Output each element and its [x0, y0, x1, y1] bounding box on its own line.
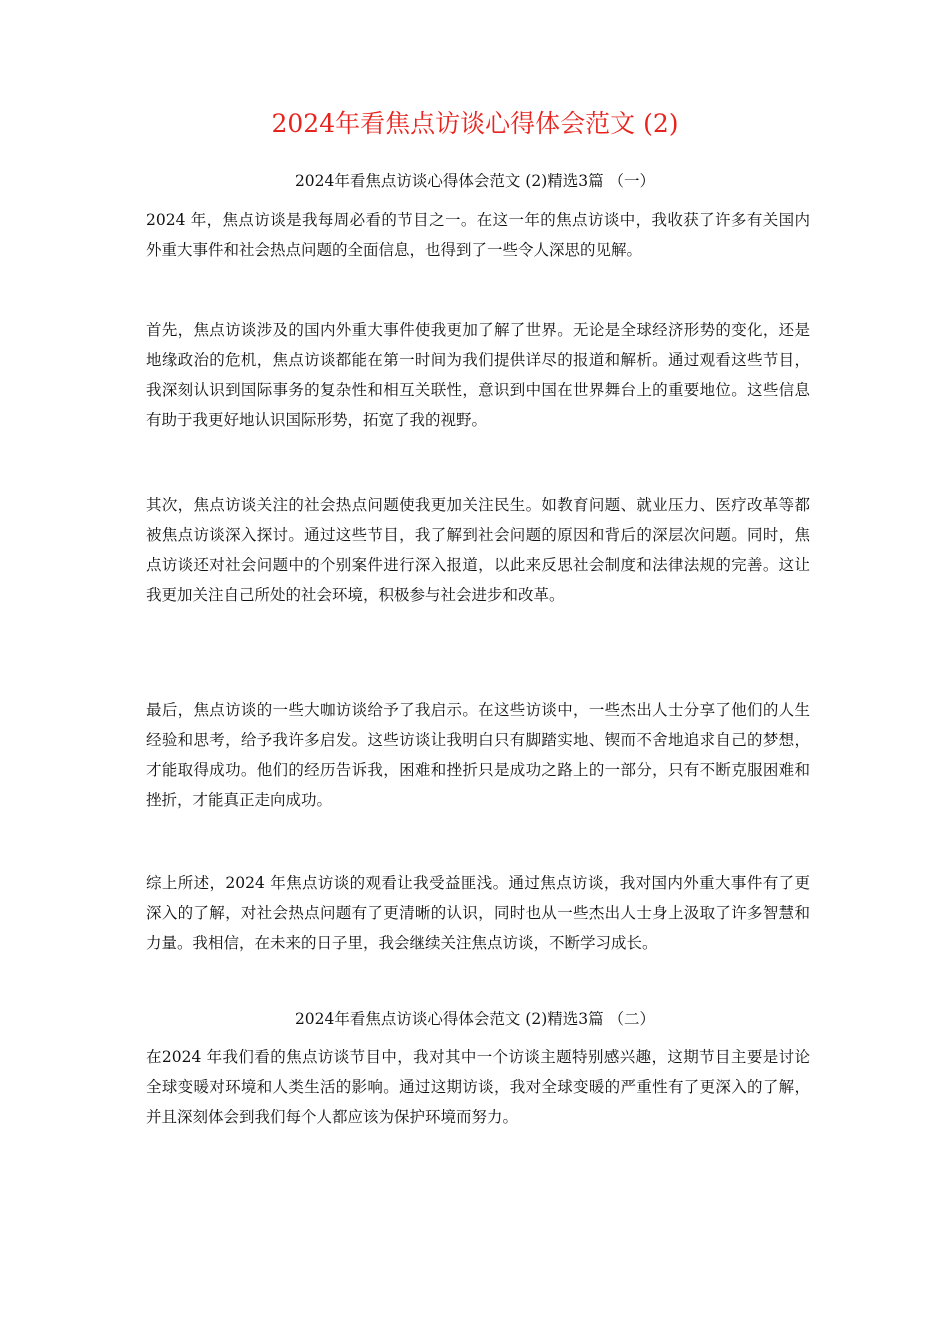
document-title: 2024年看焦点访谈心得体会范文 (2): [271, 109, 679, 138]
paragraph: 综上所述，2024 年焦点访谈的观看让我受益匪浅。通过焦点访谈，我对国内外重大事件有了更深入的了解，对社会热点问题有了更清晰的认识，同时也从一些杰出人士身上汲取了许多智慧和力量。我相信，在未来的日子里，我会继续关注焦点访谈，不断学习成长。: [146, 874, 810, 952]
paragraph: 最后，焦点访谈的一些大咖访谈给予了我启示。在这些访谈中，一些杰出人士分享了他们的人生经验和思考，给予我许多启发。这些访谈让我明白只有脚踏实地、锲而不舍地追求自己的梦想，才能取得成功。他们的经历告诉我，困难和挫折只是成功之路上的一部分，只有不断克服困难和挫折，才能真正走向成功。: [146, 701, 810, 809]
section-heading-1: 2024年看焦点访谈心得体会范文 (2)精选3篇 （一）: [294, 172, 656, 190]
paragraph: 2024 年，焦点访谈是我每周必看的节目之一。在这一年的焦点访谈中，我收获了许多有关国内外重大事件和社会热点问题的全面信息，也得到了一些令人深思的见解。: [146, 211, 810, 259]
section-heading-2: 2024年看焦点访谈心得体会范文 (2)精选3篇 （二）: [294, 1010, 656, 1028]
paragraph: 在2024 年我们看的焦点访谈节目中，我对其中一个访谈主题特别感兴趣，这期节目主要是讨论全球变暖对环境和人类生活的影响。通过这期访谈，我对全球变暖的严重性有了更深入的了解，并且深刻体会到我们每个人都应该为保护环境而努力。: [146, 1048, 810, 1126]
paragraph: 首先，焦点访谈涉及的国内外重大事件使我更加了解了世界。无论是全球经济形势的变化，还是地缘政治的危机，焦点访谈都能在第一时间为我们提供详尽的报道和解析。通过观看这些节目，我深刻认识到国际事务的复杂性和相互关联性，意识到中国在世界舞台上的重要地位。这些信息有助于我更好地认识国际形势，拓宽了我的视野。: [146, 321, 810, 429]
paragraph: 其次，焦点访谈关注的社会热点问题使我更加关注民生。如教育问题、就业压力、医疗改革等都被焦点访谈深入探讨。通过这些节目，我了解到社会问题的原因和背后的深层次问题。同时，焦点访谈还对社会问题中的个别案件进行深入报道，以此来反思社会制度和法律法规的完善。这让我更加关注自己所处的社会环境，积极参与社会进步和改革。: [146, 496, 810, 604]
